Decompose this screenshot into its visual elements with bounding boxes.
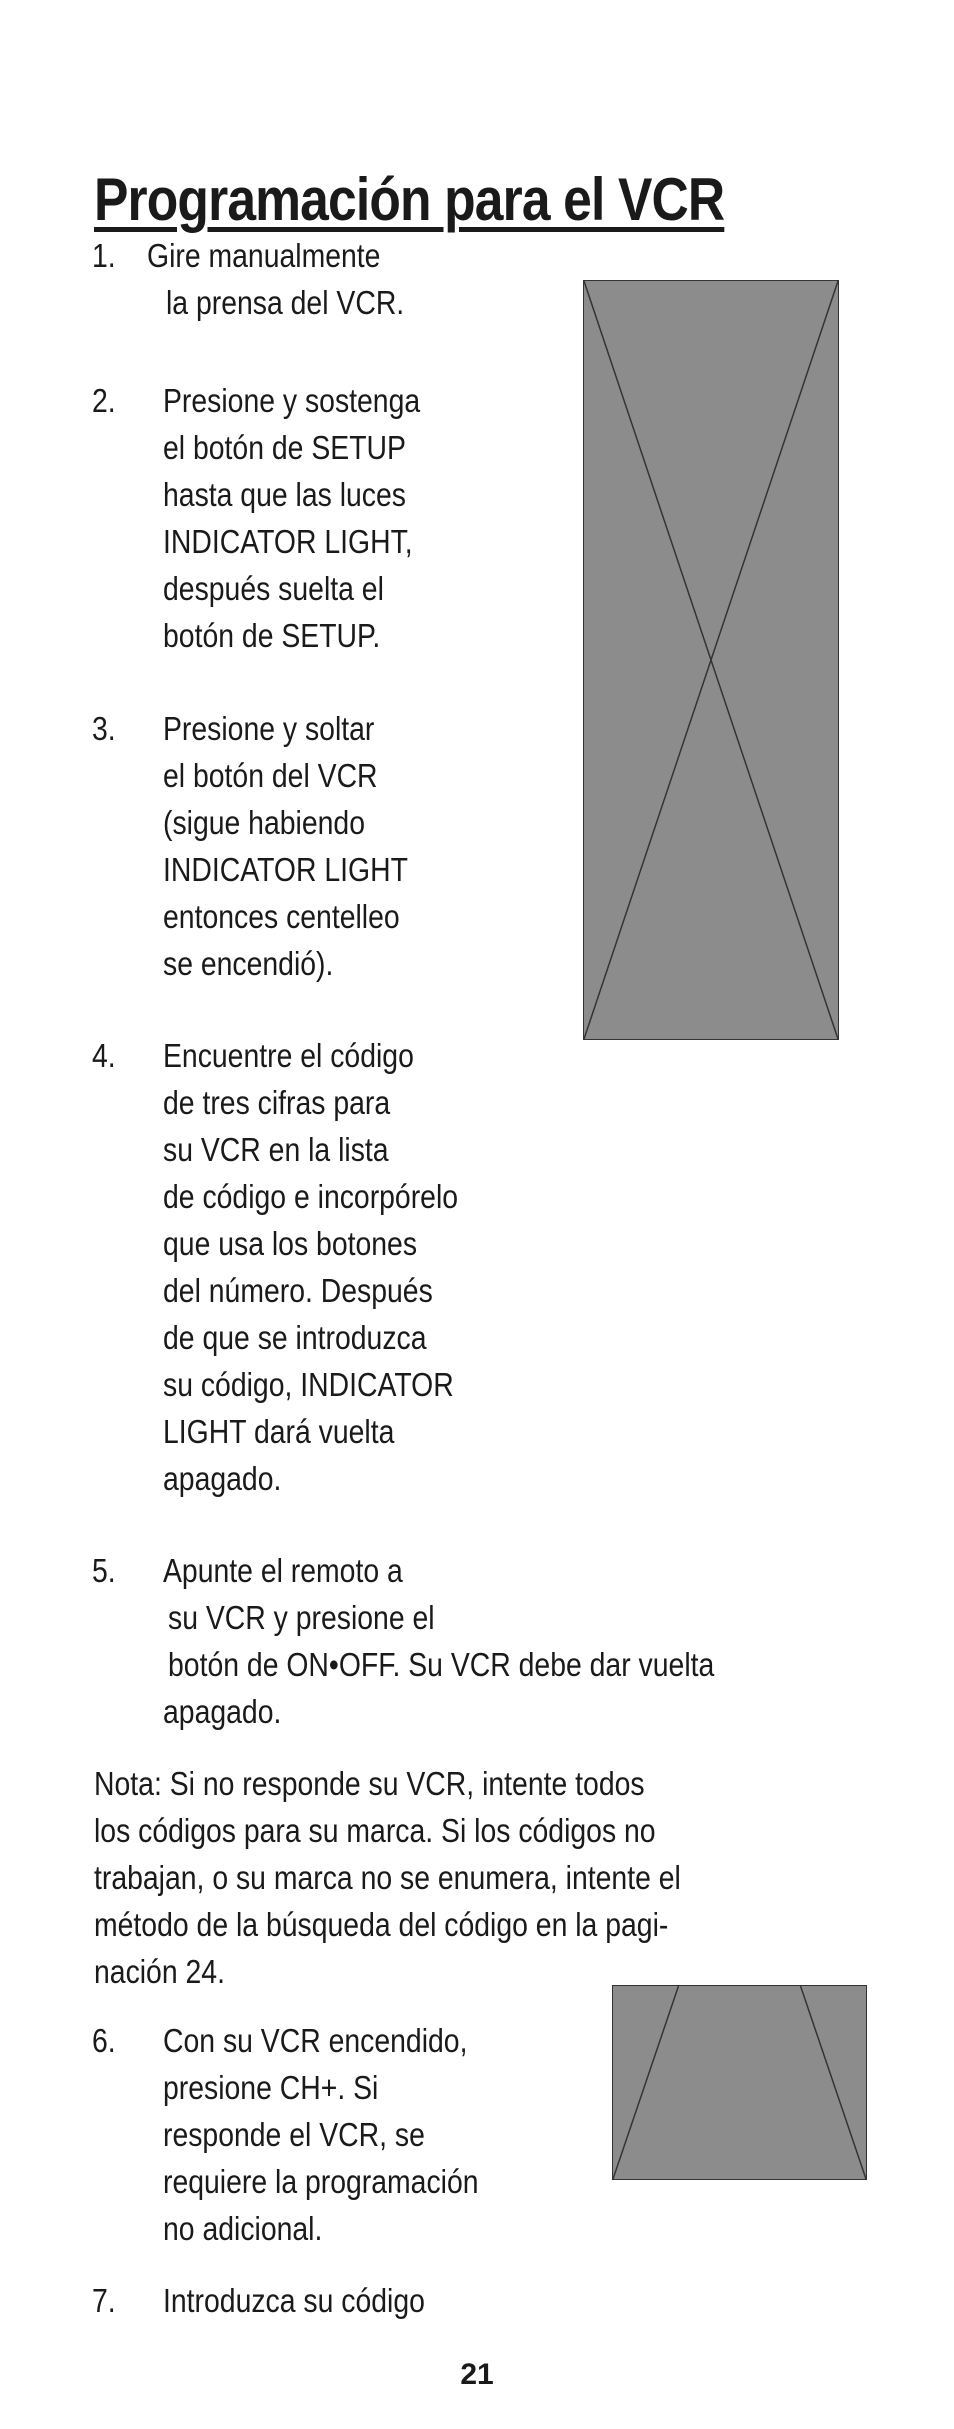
step-4-line-7: de que se introduzca — [163, 1319, 427, 1356]
step-7-line-1: Introduzca su código — [163, 2282, 425, 2319]
page-title: Programación para el VCR — [94, 166, 725, 233]
step-6-number: 6. — [92, 2022, 116, 2059]
step-2-line-6: botón de SETUP. — [163, 617, 381, 654]
step-6-line-5: no adicional. — [163, 2210, 323, 2247]
step-4-line-6: del número. Después — [163, 1272, 433, 1309]
step-2-line-1: Presione y sostenga — [163, 382, 421, 419]
placeholder-cross-icon — [584, 281, 838, 1039]
note-line-1: Nota: Si no responde su VCR, intente todos — [94, 1765, 645, 1802]
step-3-number: 3. — [92, 710, 116, 747]
step-4-line-4: de código e incorpórelo — [163, 1178, 459, 1215]
step-2-number: 2. — [92, 382, 116, 419]
step-5-line-2: su VCR y presione el — [168, 1599, 435, 1636]
note-line-4: método de la búsqueda del código en la pagi- — [94, 1906, 669, 1943]
note-line-3: trabajan, o su marca no se enumera, intente el — [94, 1859, 681, 1896]
step-3-line-6: se encendió). — [163, 945, 334, 982]
step-3-line-3: (sigue habiendo — [163, 804, 365, 841]
image-placeholder-remote — [583, 280, 839, 1040]
step-6-line-2: presione CH+. Si — [163, 2069, 379, 2106]
step-1-number: 1. — [92, 237, 116, 274]
step-1-line-1: Gire manualmente — [147, 237, 381, 274]
step-4-line-5: que usa los botones — [163, 1225, 418, 1262]
step-5-line-3: botón de ON•OFF. Su VCR debe dar vuelta — [168, 1646, 715, 1683]
step-4-line-1: Encuentre el código — [163, 1037, 414, 1074]
step-6-line-3: responde el VCR, se — [163, 2116, 425, 2153]
page-number: 21 — [460, 2358, 494, 2391]
step-2-line-4: INDICATOR LIGHT, — [163, 523, 413, 560]
step-5-number: 5. — [92, 1552, 116, 1589]
step-2-line-2: el botón de SETUP — [163, 429, 406, 466]
step-3-line-4: INDICATOR LIGHT — [163, 851, 408, 888]
step-1-line-2: la prensa del VCR. — [166, 284, 405, 321]
note-line-5: nación 24. — [94, 1953, 225, 1990]
image-placeholder-small — [612, 1985, 867, 2180]
step-3-line-1: Presione y soltar — [163, 710, 375, 747]
step-3-line-5: entonces centelleo — [163, 898, 400, 935]
step-4-line-8: su código, INDICATOR — [163, 1366, 454, 1403]
step-2-line-3: hasta que las luces — [163, 476, 406, 513]
step-5-line-4: apagado. — [163, 1693, 282, 1730]
step-7-number: 7. — [92, 2282, 116, 2319]
step-4-line-9: LIGHT dará vuelta — [163, 1413, 395, 1450]
step-6-line-4: requiere la programación — [163, 2163, 479, 2200]
step-4-line-10: apagado. — [163, 1460, 282, 1497]
step-4-line-2: de tres cifras para — [163, 1084, 391, 1121]
step-2-line-5: después suelta el — [163, 570, 384, 607]
step-4-number: 4. — [92, 1037, 116, 1074]
step-3-line-2: el botón del VCR — [163, 757, 378, 794]
step-5-line-1: Apunte el remoto a — [163, 1552, 403, 1589]
placeholder-partial-cross-icon — [613, 1986, 866, 2179]
step-6-line-1: Con su VCR encendido, — [163, 2022, 468, 2059]
note-line-2: los códigos para su marca. Si los códigos no — [94, 1812, 656, 1849]
step-4-line-3: su VCR en la lista — [163, 1131, 389, 1168]
